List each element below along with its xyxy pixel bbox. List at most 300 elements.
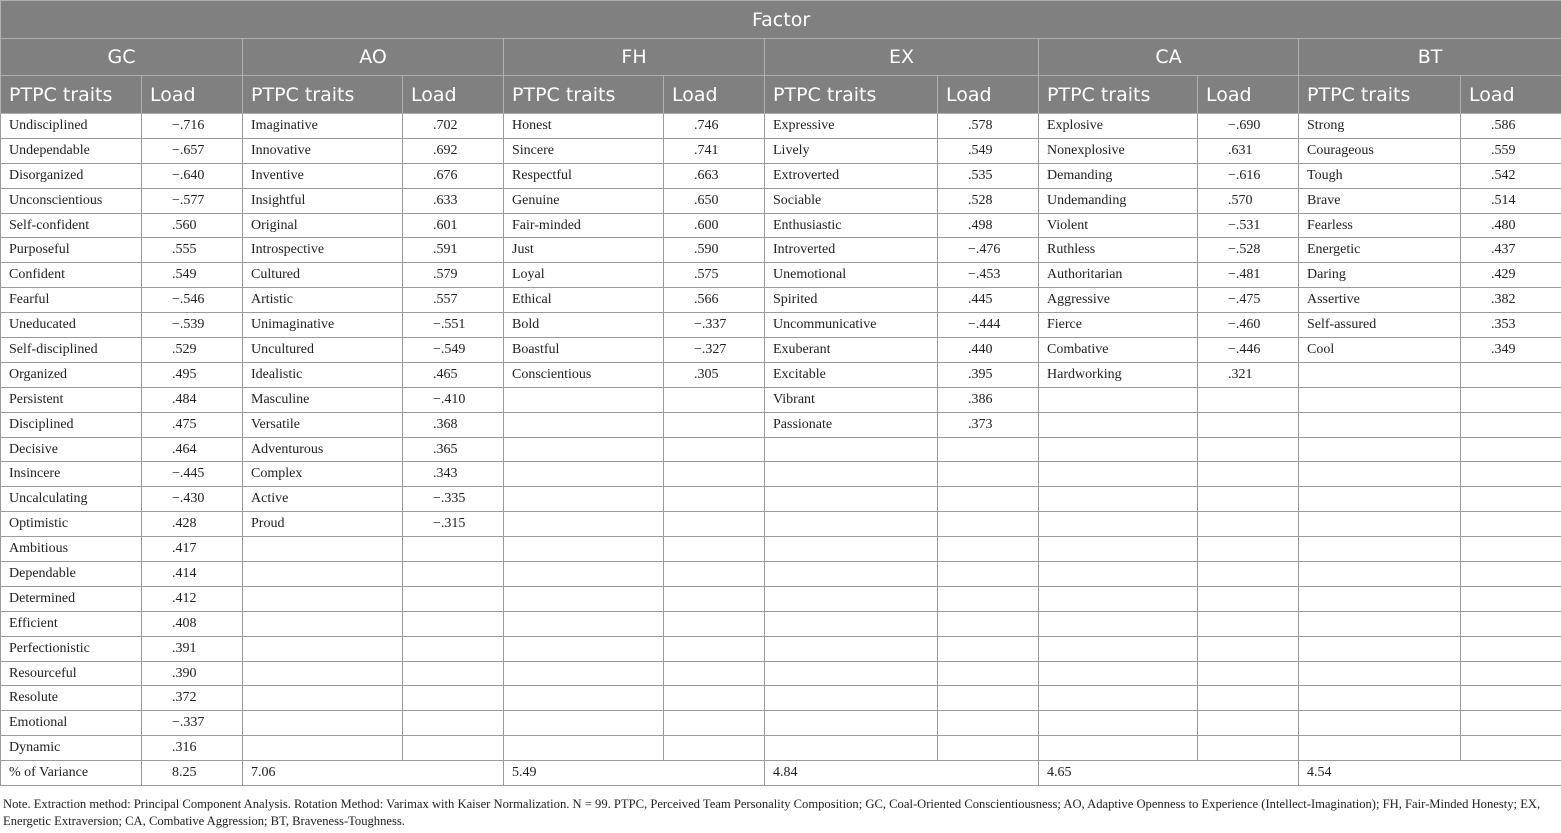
load-cell: −.410 (403, 387, 504, 412)
trait-cell: Cultured (243, 263, 403, 288)
load-cell: .480 (1461, 213, 1561, 238)
trait-cell: Excitable (765, 362, 938, 387)
load-cell (403, 636, 504, 661)
trait-cell (1039, 512, 1198, 537)
load-cell (664, 387, 765, 412)
load-cell: .555 (142, 238, 243, 263)
trait-cell: Resourceful (1, 661, 142, 686)
load-cell (1461, 362, 1561, 387)
traits-column-header: PTPC traits (504, 76, 664, 114)
trait-cell: Honest (504, 114, 664, 139)
load-cell: −.476 (938, 238, 1039, 263)
load-cell: −.446 (1198, 338, 1299, 363)
trait-cell (1299, 586, 1461, 611)
variance-value: 8.25 (142, 761, 243, 786)
table-row (1, 338, 1561, 363)
table-row (1, 138, 1561, 163)
trait-cell (1299, 462, 1461, 487)
load-cell: .414 (142, 562, 243, 587)
load-cell: .633 (403, 188, 504, 213)
load-cell (1198, 711, 1299, 736)
trait-cell (1299, 362, 1461, 387)
variance-value: 7.06 (243, 761, 504, 786)
load-cell (1198, 661, 1299, 686)
table-row (1, 387, 1561, 412)
load-cell: .365 (403, 437, 504, 462)
load-cell: −.481 (1198, 263, 1299, 288)
load-cell (938, 437, 1039, 462)
load-cell: −.335 (403, 487, 504, 512)
trait-cell (1299, 412, 1461, 437)
trait-cell (1299, 686, 1461, 711)
load-cell: .702 (403, 114, 504, 139)
trait-cell (1039, 462, 1198, 487)
load-cell: −.657 (142, 138, 243, 163)
trait-cell (1299, 736, 1461, 761)
load-cell (1461, 512, 1561, 537)
trait-cell: Self-assured (1299, 313, 1461, 338)
trait-cell: Active (243, 487, 403, 512)
table-row (1, 188, 1561, 213)
table-row (1, 114, 1561, 139)
load-cell (1461, 636, 1561, 661)
load-cell: .529 (142, 338, 243, 363)
trait-cell: Introspective (243, 238, 403, 263)
load-cell: −.460 (1198, 313, 1299, 338)
trait-cell (504, 437, 664, 462)
load-cell (1198, 686, 1299, 711)
trait-cell: Uncommunicative (765, 313, 938, 338)
table-row (1, 736, 1561, 761)
load-cell (1198, 512, 1299, 537)
load-cell: .445 (938, 288, 1039, 313)
table-row (1, 437, 1561, 462)
trait-cell: Sociable (765, 188, 938, 213)
load-cell: .575 (664, 263, 765, 288)
trait-cell (504, 661, 664, 686)
trait-cell: Original (243, 213, 403, 238)
trait-cell: Uncultured (243, 338, 403, 363)
trait-cell: Proud (243, 512, 403, 537)
trait-cell (1039, 537, 1198, 562)
load-cell: −.315 (403, 512, 504, 537)
table-row (1, 562, 1561, 587)
trait-cell (243, 686, 403, 711)
trait-cell: Unemotional (765, 263, 938, 288)
trait-cell (1039, 487, 1198, 512)
trait-cell: Ethical (504, 288, 664, 313)
trait-cell: Uneducated (1, 313, 142, 338)
load-cell: .390 (142, 661, 243, 686)
load-cell (403, 661, 504, 686)
load-cell: −.549 (403, 338, 504, 363)
load-cell: .316 (142, 736, 243, 761)
trait-cell: Undisciplined (1, 114, 142, 139)
load-cell (938, 711, 1039, 736)
trait-cell (1039, 387, 1198, 412)
trait-cell (1299, 387, 1461, 412)
trait-cell (1299, 711, 1461, 736)
load-cell: .428 (142, 512, 243, 537)
trait-cell: Strong (1299, 114, 1461, 139)
load-cell: .560 (142, 213, 243, 238)
trait-cell: Versatile (243, 412, 403, 437)
load-cell: −.690 (1198, 114, 1299, 139)
table-row (1, 487, 1561, 512)
trait-cell: Vibrant (765, 387, 938, 412)
trait-cell (504, 462, 664, 487)
trait-cell: Optimistic (1, 512, 142, 537)
trait-cell (765, 661, 938, 686)
load-cell: .591 (403, 238, 504, 263)
load-cell (1198, 636, 1299, 661)
load-cell: .586 (1461, 114, 1561, 139)
trait-cell: Masculine (243, 387, 403, 412)
trait-cell (504, 736, 664, 761)
trait-cell: Lively (765, 138, 938, 163)
load-cell: .368 (403, 412, 504, 437)
trait-cell: Explosive (1039, 114, 1198, 139)
load-cell (403, 711, 504, 736)
trait-cell (1299, 611, 1461, 636)
load-cell: .570 (1198, 188, 1299, 213)
load-cell: .495 (142, 362, 243, 387)
load-cell (664, 437, 765, 462)
trait-cell: Boastful (504, 338, 664, 363)
trait-cell: Ruthless (1039, 238, 1198, 263)
load-cell (664, 462, 765, 487)
trait-cell (1039, 686, 1198, 711)
trait-cell (243, 562, 403, 587)
load-cell: .408 (142, 611, 243, 636)
load-cell: .746 (664, 114, 765, 139)
load-cell: .498 (938, 213, 1039, 238)
load-cell (938, 586, 1039, 611)
load-cell: .514 (1461, 188, 1561, 213)
load-cell: .579 (403, 263, 504, 288)
load-cell: .676 (403, 163, 504, 188)
load-cell: .692 (403, 138, 504, 163)
load-cell (403, 611, 504, 636)
trait-cell (1039, 611, 1198, 636)
load-cell (1461, 437, 1561, 462)
trait-cell (243, 611, 403, 636)
load-cell: .395 (938, 362, 1039, 387)
load-cell: .412 (142, 586, 243, 611)
load-cell (1461, 611, 1561, 636)
trait-cell (243, 537, 403, 562)
load-cell (403, 586, 504, 611)
load-cell: .464 (142, 437, 243, 462)
load-cell (664, 686, 765, 711)
table-row (1, 362, 1561, 387)
trait-cell: Demanding (1039, 163, 1198, 188)
trait-cell: Organized (1, 362, 142, 387)
load-cell (664, 736, 765, 761)
load-cell: .549 (142, 263, 243, 288)
trait-cell: Aggressive (1039, 288, 1198, 313)
trait-cell: Genuine (504, 188, 664, 213)
load-cell (1198, 611, 1299, 636)
trait-cell: Disciplined (1, 412, 142, 437)
load-cell: .535 (938, 163, 1039, 188)
table-row (1, 586, 1561, 611)
table-row (1, 686, 1561, 711)
load-cell (664, 711, 765, 736)
table-row (1, 288, 1561, 313)
load-cell (1461, 736, 1561, 761)
trait-cell (1039, 562, 1198, 587)
load-cell: .650 (664, 188, 765, 213)
load-cell (938, 562, 1039, 587)
trait-cell (1299, 661, 1461, 686)
load-cell (1198, 437, 1299, 462)
load-cell (1198, 562, 1299, 587)
trait-cell: Purposeful (1, 238, 142, 263)
load-cell: −.327 (664, 338, 765, 363)
table-row (1, 263, 1561, 288)
table-row (1, 163, 1561, 188)
load-column-header: Load (403, 76, 504, 114)
traits-column-header: PTPC traits (1, 76, 142, 114)
load-cell: −.528 (1198, 238, 1299, 263)
load-cell: .353 (1461, 313, 1561, 338)
trait-cell: Self-confident (1, 213, 142, 238)
trait-cell (504, 686, 664, 711)
load-cell (403, 537, 504, 562)
load-cell (1198, 736, 1299, 761)
trait-cell: Nonexplosive (1039, 138, 1198, 163)
trait-cell: Efficient (1, 611, 142, 636)
load-cell: −.531 (1198, 213, 1299, 238)
trait-cell: Self-disciplined (1, 338, 142, 363)
factor-group-header: AO (243, 39, 504, 76)
trait-cell: Tough (1299, 163, 1461, 188)
load-cell (1461, 537, 1561, 562)
trait-cell (765, 636, 938, 661)
load-cell (403, 736, 504, 761)
trait-cell: Disorganized (1, 163, 142, 188)
trait-cell: Uncalculating (1, 487, 142, 512)
load-cell: −.546 (142, 288, 243, 313)
trait-cell (1299, 537, 1461, 562)
trait-cell: Bold (504, 313, 664, 338)
load-cell: .549 (938, 138, 1039, 163)
trait-cell (1039, 711, 1198, 736)
trait-cell: Inventive (243, 163, 403, 188)
trait-cell (504, 586, 664, 611)
trait-cell (1299, 512, 1461, 537)
trait-cell: Expressive (765, 114, 938, 139)
trait-cell (504, 512, 664, 537)
load-cell (938, 636, 1039, 661)
trait-cell: Undemanding (1039, 188, 1198, 213)
trait-cell: Emotional (1, 711, 142, 736)
variance-row (1, 761, 1561, 786)
load-cell (1461, 387, 1561, 412)
trait-cell: Cool (1299, 338, 1461, 363)
trait-cell: Exuberant (765, 338, 938, 363)
load-cell: .429 (1461, 263, 1561, 288)
load-cell (1461, 487, 1561, 512)
load-column-header: Load (1461, 76, 1561, 114)
load-cell (938, 661, 1039, 686)
load-cell (1461, 412, 1561, 437)
traits-column-header: PTPC traits (1299, 76, 1461, 114)
trait-cell: Fair-minded (504, 213, 664, 238)
trait-cell: Fearless (1299, 213, 1461, 238)
load-cell: .386 (938, 387, 1039, 412)
traits-column-header: PTPC traits (1039, 76, 1198, 114)
trait-cell (1299, 487, 1461, 512)
trait-cell: Persistent (1, 387, 142, 412)
trait-cell: Resolute (1, 686, 142, 711)
load-cell (664, 412, 765, 437)
trait-cell: Complex (243, 462, 403, 487)
load-cell: .484 (142, 387, 243, 412)
load-cell: .631 (1198, 138, 1299, 163)
table-row (1, 611, 1561, 636)
factor-group-header: FH (504, 39, 765, 76)
load-cell: .391 (142, 636, 243, 661)
load-cell (938, 686, 1039, 711)
table-row (1, 313, 1561, 338)
trait-cell (765, 437, 938, 462)
load-cell: .557 (403, 288, 504, 313)
load-column-header: Load (1198, 76, 1299, 114)
trait-cell: Enthusiastic (765, 213, 938, 238)
load-cell: −.539 (142, 313, 243, 338)
load-cell (664, 512, 765, 537)
trait-cell (1039, 412, 1198, 437)
load-cell: −.337 (142, 711, 243, 736)
load-cell (1198, 586, 1299, 611)
load-cell (664, 636, 765, 661)
trait-cell (1039, 736, 1198, 761)
trait-cell: Unimaginative (243, 313, 403, 338)
load-cell (1461, 562, 1561, 587)
traits-column-header: PTPC traits (243, 76, 403, 114)
trait-cell: Assertive (1299, 288, 1461, 313)
trait-cell: Imaginative (243, 114, 403, 139)
load-cell (938, 462, 1039, 487)
trait-cell: Energetic (1299, 238, 1461, 263)
trait-cell: Undependable (1, 138, 142, 163)
load-column-header: Load (664, 76, 765, 114)
load-cell: .475 (142, 412, 243, 437)
load-cell: .437 (1461, 238, 1561, 263)
trait-cell (765, 537, 938, 562)
load-cell: −.475 (1198, 288, 1299, 313)
trait-cell: Ambitious (1, 537, 142, 562)
load-cell: .590 (664, 238, 765, 263)
trait-cell: Authoritarian (1039, 263, 1198, 288)
factor-group-header: CA (1039, 39, 1299, 76)
trait-cell: Confident (1, 263, 142, 288)
trait-cell: Brave (1299, 188, 1461, 213)
trait-cell: Artistic (243, 288, 403, 313)
trait-cell: Violent (1039, 213, 1198, 238)
load-cell (1461, 711, 1561, 736)
load-cell (1198, 462, 1299, 487)
trait-cell: Adventurous (243, 437, 403, 462)
load-cell: −.616 (1198, 163, 1299, 188)
load-cell (938, 736, 1039, 761)
load-cell (1461, 661, 1561, 686)
trait-cell (765, 462, 938, 487)
load-cell: .349 (1461, 338, 1561, 363)
trait-cell: Sincere (504, 138, 664, 163)
load-cell: .440 (938, 338, 1039, 363)
load-cell: −.430 (142, 487, 243, 512)
load-cell (1461, 462, 1561, 487)
load-cell: −.551 (403, 313, 504, 338)
trait-cell (504, 711, 664, 736)
variance-value: 4.84 (765, 761, 1039, 786)
load-cell (1461, 586, 1561, 611)
table-row (1, 711, 1561, 736)
trait-cell: Perfectionistic (1, 636, 142, 661)
load-cell (1461, 686, 1561, 711)
table-row (1, 636, 1561, 661)
load-cell (1198, 537, 1299, 562)
trait-cell: Introverted (765, 238, 938, 263)
load-cell: −.716 (142, 114, 243, 139)
load-column-header: Load (142, 76, 243, 114)
load-cell: .559 (1461, 138, 1561, 163)
trait-cell (765, 686, 938, 711)
trait-cell (243, 711, 403, 736)
trait-cell (504, 562, 664, 587)
trait-cell (1299, 437, 1461, 462)
factor-group-header: BT (1299, 39, 1561, 76)
trait-cell (765, 512, 938, 537)
load-cell: −.640 (142, 163, 243, 188)
load-cell: .542 (1461, 163, 1561, 188)
load-cell (664, 537, 765, 562)
load-cell: .741 (664, 138, 765, 163)
load-cell: .600 (664, 213, 765, 238)
trait-cell: Courageous (1299, 138, 1461, 163)
load-cell: .305 (664, 362, 765, 387)
table-row (1, 462, 1561, 487)
trait-cell (1039, 636, 1198, 661)
trait-cell (504, 636, 664, 661)
trait-cell (504, 487, 664, 512)
trait-cell: Extroverted (765, 163, 938, 188)
load-cell: .382 (1461, 288, 1561, 313)
load-cell (664, 586, 765, 611)
trait-cell (765, 736, 938, 761)
trait-cell (765, 487, 938, 512)
load-cell (1198, 412, 1299, 437)
trait-cell: Fearful (1, 288, 142, 313)
trait-cell (504, 387, 664, 412)
load-column-header: Load (938, 76, 1039, 114)
trait-cell: Respectful (504, 163, 664, 188)
load-cell: −.577 (142, 188, 243, 213)
variance-value: 5.49 (504, 761, 765, 786)
load-cell (938, 611, 1039, 636)
trait-cell (765, 562, 938, 587)
variance-value: 4.65 (1039, 761, 1299, 786)
traits-column-header: PTPC traits (765, 76, 938, 114)
load-cell: −.445 (142, 462, 243, 487)
load-cell: −.453 (938, 263, 1039, 288)
table-row (1, 512, 1561, 537)
load-cell (403, 562, 504, 587)
trait-cell (243, 661, 403, 686)
